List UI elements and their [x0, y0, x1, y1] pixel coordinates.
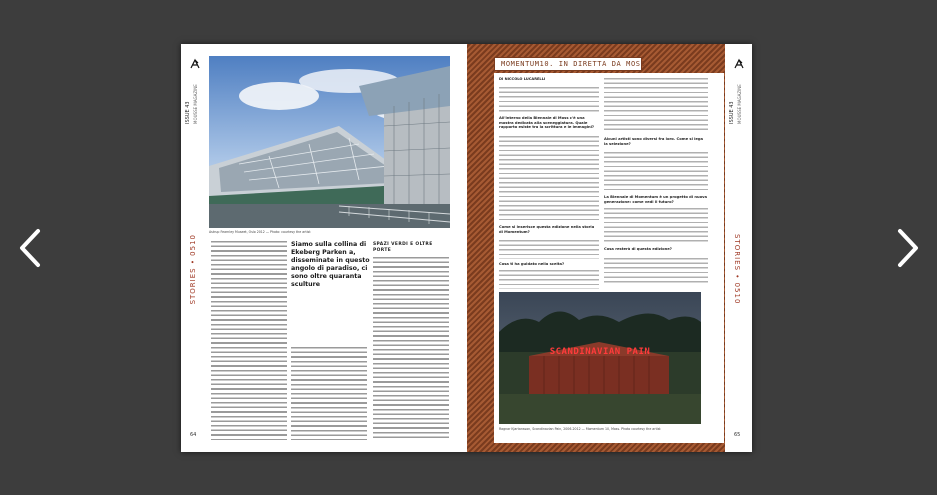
interview-text-box [494, 73, 724, 443]
answer-6 [604, 257, 708, 285]
article-column-3 [373, 256, 449, 440]
issue-label: ISSUE 43 [729, 101, 735, 124]
question-2: Come si inserisce questa edizione nella storia di Momentum? [499, 225, 595, 234]
magazine-name-label: MOUSSE MAGAZINE [193, 84, 198, 124]
magazine-logo-icon [189, 58, 201, 70]
article-title: MOMENTUM10. IN DIRETTA DA MOSS [501, 60, 646, 68]
article-title-bar [494, 57, 646, 71]
left-page-side-strip [181, 44, 208, 452]
section-label: STORIES • 0510 [733, 234, 741, 305]
previous-page-button[interactable] [10, 228, 50, 268]
byline: DI NICCOLO LUCARELLI [499, 77, 546, 81]
question-1: All'interno della Biennale di Moss c'è una mostra dedicata alla sceneggiatura. Quale rapporto esiste tra la scrittura e le immagini? [499, 116, 595, 130]
answer-2 [499, 239, 599, 259]
right-page[interactable] [467, 44, 752, 452]
neon-sign-text: SCANDINAVIAN PAIN [549, 347, 651, 357]
left-page[interactable] [181, 44, 467, 452]
next-page-button[interactable] [888, 228, 928, 268]
question-5: La Biennale di Momentum è un progetto di nuova generazione: come vedi il futuro? [604, 195, 708, 204]
photo-caption: Astrup Fearnley Museet, Oslo 2012 — Photo: courtesy the artist [209, 230, 311, 234]
section-subhead: SPAZI VERDI E OLTRE PORTE [373, 242, 433, 253]
right-page-side-strip [725, 44, 752, 452]
answer-4 [604, 151, 708, 191]
answer-1 [499, 135, 599, 221]
question-6: Cosa resterà di questa edizione? [604, 247, 672, 251]
pull-quote: Siamo sulla collina di Ekeberg Parken a, disseminate in questo angolo di paradiso, ci sono oltre quaranta sculture [291, 241, 370, 288]
magazine-name-label: MOUSSE MAGAZINE [737, 84, 742, 124]
question-4: Alcuni artisti sono diversi fra loro. Come si lega la selezione? [604, 137, 704, 146]
magazine-logo-icon [733, 58, 745, 70]
museum-building-photo [209, 56, 450, 228]
section-label: STORIES • 0510 [189, 234, 197, 305]
magazine-spread [181, 44, 752, 452]
article-column-2 [291, 346, 367, 440]
page-number: 64 [190, 432, 197, 438]
right-column-paragraph [604, 77, 708, 133]
chevron-left-icon [18, 228, 42, 268]
page-number: 65 [734, 432, 741, 438]
scandinavian-pain-photo [499, 292, 701, 424]
answer-3 [499, 269, 599, 289]
chevron-right-icon [896, 228, 920, 268]
answer-5 [604, 207, 708, 243]
question-3: Cosa ti ha guidato nella scelta? [499, 262, 565, 266]
photo-caption: Ragnar Kjartansson, Scandinavian Pain, 2006-2012 — Momentum 10, Moss. Photo courtesy the artist [499, 427, 661, 431]
issue-label: ISSUE 43 [185, 101, 191, 124]
intro-paragraph [499, 86, 599, 112]
article-column-1 [211, 240, 287, 440]
